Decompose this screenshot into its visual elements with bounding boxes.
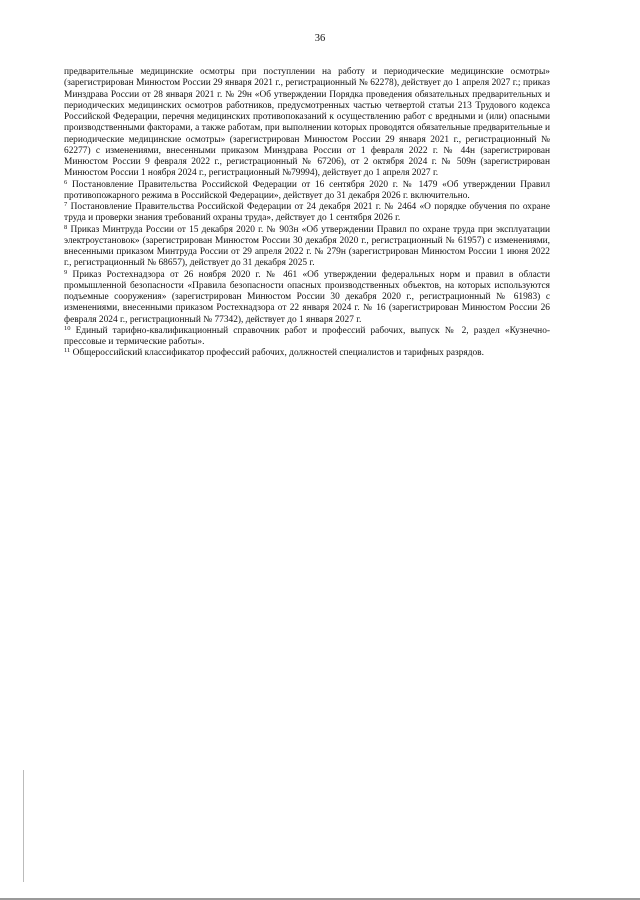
footnote-7 — [64, 202, 550, 225]
footnote-text: предварительные медицинские осмотры при поступлении на работу и периодические медицинские осмотры» (зарегистрирован Минюстом России 29 января 2021 г., регистрационный № 62278), действует до 1 апреля 2027 г.; приказ Минздрава России от 28 января 2021 г. № 29н «Об утверждении Порядка проведения обязательных предварительных и периодических медицинских осмотров работников, предусмотренных частью четвертой статьи 213 Трудового кодекса Российской Федерации, перечня медицинских противопоказаний к осуществлению работ с вредными и (или) опасными производственными факторами, а также работам, при выполнении которых проводятся обязательные предварительные и периодические медицинские осмотры» (зарегистрирован Минюстом России 29 января 2021 г., регистрационный № 62277) с изменениями, внесенными приказом Минздрава России от 1 февраля 2022 г. № 44н (зарегистрирован Минюстом России 9 февраля 2022 г., регистрационный № 67206), от 2 октября 2024 г. № 509н (зарегистрирован Минюстом России 1 ноября 2024 г., регистрационный №79994), действует до 1 апреля 2027 г. — [64, 67, 550, 179]
footnote-text: Постановление Правительства Российской Федерации от 24 декабря 2021 г. № 2464 «О порядке обучения по охране труда и проверки знания требований охраны труда», действует до 1 сентября 2026 г. — [64, 202, 551, 224]
footnote-mark: 8 — [64, 223, 68, 231]
footnote-mark: 9 — [64, 268, 68, 276]
footnote-text: Приказ Минтруда России от 15 декабря 2020 г. № 903н «Об утверждении Правил по охране труда при эксплуатации электроустановок» (зарегистрирован Минюстом России 30 декабря 2020 г., регистрационный № 61957) с изменениями, внесенными приказом Минтруда России от 29 апреля 2022 г. № 279н (зарегистрирован Минюстом России 1 июня 2022 г., регистрационный № 68657), действует до 31 декабря 2025 г. — [64, 224, 550, 269]
footnote-text: Единый тарифно-квалификационный справочник работ и профессий рабочих, выпуск № 2, раздел «Кузнечно-прессовые и термические работы». — [64, 325, 551, 347]
footnote-mark: 10 — [64, 324, 71, 332]
footnote-text: Постановление Правительства Российской Федерации от 16 сентября 2020 г. № 1479 «Об утверждении Правил противопожарного режима в Российской Федерации», действует до 31 декабря 2026 г. включительно. — [64, 179, 551, 201]
footnote-mark: 6 — [64, 178, 68, 186]
footnote-10 — [64, 326, 550, 349]
footnote-8 — [64, 225, 550, 270]
scan-edge-line — [23, 770, 24, 882]
footnote-text: Общероссийский классификатор профессий рабочих, должностей специалистов и тарифных разрядов. — [72, 348, 484, 359]
footnote-11 — [64, 348, 550, 359]
footnote-6 — [64, 180, 550, 203]
page-number: 36 — [314, 33, 326, 44]
footnote-9 — [64, 270, 550, 326]
footnote-mark: 11 — [64, 347, 71, 355]
footnote-text: Приказ Ростехнадзора от 26 ноября 2020 г. № 461 «Об утверждении федеральных норм и правил в области промышленной безопасности «Правила безопасности опасных производственных объектов, на которых используются подъемные сооружения» (зарегистрирован Минюстом России 30 декабря 2020 г., регистрационный № 61983) с изменениями, внесенными приказом Ростехнадзора от 22 января 2024 г. № 16 (зарегистрирован Минюстом России 26 февраля 2024 г., регистрационный № 77342), действует до 1 января 2027 г. — [64, 269, 551, 325]
footnote-mark: 7 — [64, 201, 68, 208]
footnotes-block — [64, 67, 550, 360]
footnote-continuation — [64, 67, 550, 180]
